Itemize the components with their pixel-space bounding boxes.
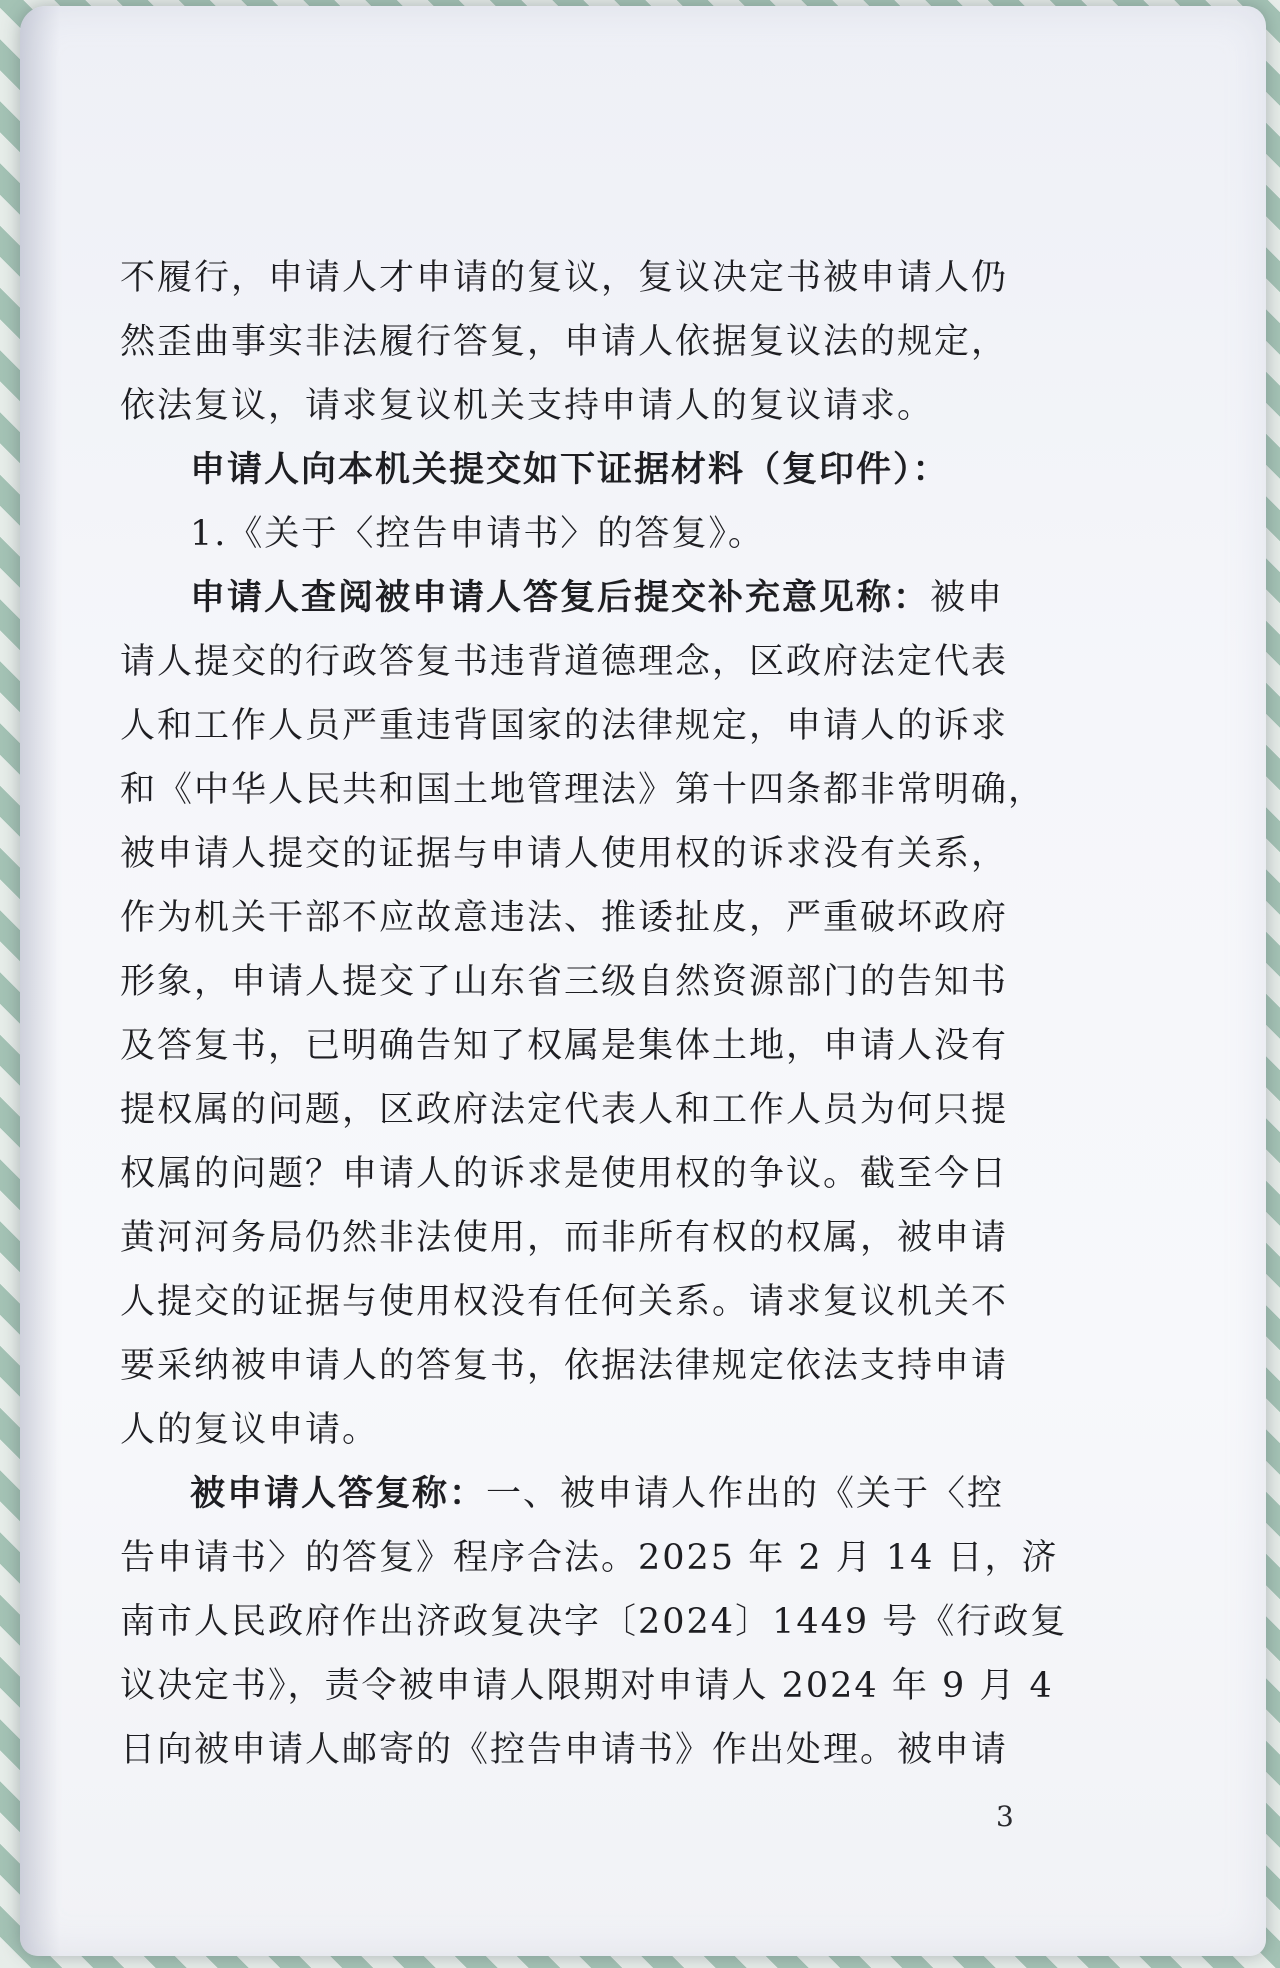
text-line: 日向被申请人邮寄的《控告申请书》作出处理。被申请 bbox=[120, 1730, 1009, 1770]
text-line: 人和工作人员严重违背国家的法律规定，申请人的诉求 bbox=[120, 706, 1009, 746]
text-line: 依法复议，请求复议机关支持申请人的复议请求。 bbox=[120, 386, 935, 426]
text-line: 要采纳被申请人的答复书，依据法律规定依法支持申请 bbox=[120, 1346, 1009, 1386]
text-line: 人提交的证据与使用权没有任何关系。请求复议机关不 bbox=[120, 1282, 1009, 1322]
text-line: 人的复议申请。 bbox=[120, 1410, 380, 1450]
text-line: 被申请人提交的证据与申请人使用权的诉求没有关系， bbox=[120, 834, 1009, 874]
evidence-heading: 申请人向本机关提交如下证据材料（复印件）： bbox=[190, 449, 950, 490]
evidence-item: 1.《关于〈控告申请书〉的答复》。 bbox=[190, 514, 765, 554]
supplement-heading: 申请人查阅被申请人答复后提交补充意见称： bbox=[190, 577, 931, 618]
text-span: 被申 bbox=[930, 578, 1005, 618]
text-line: 作为机关干部不应故意违法、推诿扯皮，严重破坏政府 bbox=[120, 898, 1009, 938]
text-line: 权属的问题？申请人的诉求是使用权的争议。截至今日 bbox=[120, 1154, 1009, 1194]
text-line: 请人提交的行政答复书违背道德理念，区政府法定代表 bbox=[120, 642, 1009, 682]
text-line: 提权属的问题，区政府法定代表人和工作人员为何只提 bbox=[120, 1090, 1009, 1130]
text-line: 议决定书》，责令被申请人限期对申请人 2024 年 9 月 4 bbox=[120, 1666, 1054, 1706]
text-line: 形象，申请人提交了山东省三级自然资源部门的告知书 bbox=[120, 962, 1009, 1002]
text-span: 一、被申请人作出的《关于〈控 bbox=[486, 1474, 1005, 1514]
text-line: 告申请书〉的答复》程序合法。2025 年 2 月 14 日，济 bbox=[120, 1538, 1059, 1578]
document-body bbox=[120, 246, 1068, 1782]
text-line: 及答复书，已明确告知了权属是集体土地，申请人没有 bbox=[120, 1026, 1009, 1066]
text-line bbox=[120, 1462, 1020, 1526]
text-line: 南市人民政府作出济政复决字〔2024〕1449 号《行政复 bbox=[120, 1602, 1068, 1642]
page-edge-shadow bbox=[20, 6, 60, 1956]
text-line: 然歪曲事实非法履行答复，申请人依据复议法的规定， bbox=[120, 322, 1009, 362]
reply-heading: 被申请人答复称： bbox=[190, 1473, 487, 1514]
text-line: 和《中华人民共和国土地管理法》第十四条都非常明确， bbox=[120, 770, 1046, 810]
text-line: 不履行，申请人才申请的复议，复议决定书被申请人仍 bbox=[120, 258, 1009, 298]
text-line: 黄河河务局仍然非法使用，而非所有权的权属，被申请 bbox=[120, 1218, 1009, 1258]
text-line bbox=[120, 566, 1020, 630]
page-number: 3 bbox=[996, 1800, 1014, 1833]
